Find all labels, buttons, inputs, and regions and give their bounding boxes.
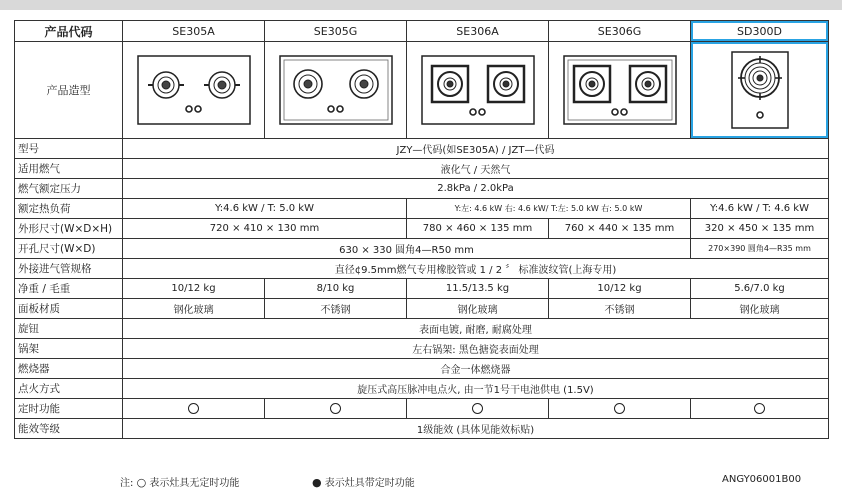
timer-symbol xyxy=(691,399,829,419)
weight-value: 11.5/13.5 kg xyxy=(407,279,549,299)
panel-value: 不锈钢 xyxy=(549,299,691,319)
row-value: 直径¢9.5mm燃气专用橡胶管或 1 / 2 〞 标准波纹管(上海专用) xyxy=(123,259,829,279)
row-value: 合金一体燃烧器 xyxy=(123,359,829,379)
row-timer xyxy=(15,399,829,419)
dimensions-se305: 720 × 410 × 130 mm xyxy=(123,219,407,239)
panel-value: 钢化玻璃 xyxy=(691,299,829,319)
product-image-sd300d xyxy=(691,42,829,139)
footnote-filled-text: 表示灶具带定时功能 xyxy=(321,478,415,489)
row-label: 定时功能 xyxy=(15,399,123,419)
row-label: 旋钮 xyxy=(15,319,123,339)
row-label: 燃烧器 xyxy=(15,359,123,379)
product-image-se305g xyxy=(265,42,407,139)
timer-symbol xyxy=(123,399,265,419)
image-row xyxy=(15,42,829,139)
model-se305g: SE305G xyxy=(265,21,407,42)
heat-load-se306: Y:左: 4.6 kW 右: 4.6 kW/ T:左: 5.0 kW 右: 5.0 kW xyxy=(407,199,691,219)
cutout-sd300d: 270×390 圆角4—R35 mm xyxy=(691,239,829,259)
hob-se306g-picture xyxy=(562,54,678,126)
row-pan-support xyxy=(15,339,829,359)
row-label: 外接进气管规格 xyxy=(15,259,123,279)
row-value: 左右锅架: 黑色搪瓷表面处理 xyxy=(123,339,829,359)
footnote-prefix: 注: xyxy=(120,478,137,489)
hob-sd300d-picture xyxy=(730,50,790,130)
row-model-no xyxy=(15,139,829,159)
row-value: 2.8kPa / 2.0kPa xyxy=(123,179,829,199)
spec-table xyxy=(14,20,829,439)
row-label: 型号 xyxy=(15,139,123,159)
row-value: 液化气 / 天然气 xyxy=(123,159,829,179)
model-se306g: SE306G xyxy=(549,21,691,42)
document-code: ANGY06001B00 xyxy=(722,474,802,485)
cutout-double: 630 × 330 圆角4—R50 mm xyxy=(123,239,691,259)
open-circle-icon: ○ xyxy=(136,476,147,489)
panel-value: 不锈钢 xyxy=(265,299,407,319)
weight-value: 8/10 kg xyxy=(265,279,407,299)
model-se305a: SE305A xyxy=(123,21,265,42)
open-circle-icon xyxy=(188,403,199,414)
row-ignition xyxy=(15,379,829,399)
header-label: 产品代码 xyxy=(15,21,123,42)
weight-value: 10/12 kg xyxy=(123,279,265,299)
open-circle-icon xyxy=(614,403,625,414)
row-pipe xyxy=(15,259,829,279)
row-label: 开孔尺寸(W×D) xyxy=(15,239,123,259)
row-gas-type xyxy=(15,159,829,179)
row-knob xyxy=(15,319,829,339)
image-row-label: 产品造型 xyxy=(15,42,123,139)
row-label: 锅架 xyxy=(15,339,123,359)
timer-symbol xyxy=(265,399,407,419)
row-value: JZY—代码(如SE305A) / JZT—代码 xyxy=(123,139,829,159)
open-circle-icon xyxy=(330,403,341,414)
panel-value: 钢化玻璃 xyxy=(407,299,549,319)
footnote-filled xyxy=(312,474,415,489)
product-image-se306a xyxy=(407,42,549,139)
timer-symbol xyxy=(407,399,549,419)
open-circle-icon xyxy=(754,403,765,414)
row-label: 额定热负荷 xyxy=(15,199,123,219)
timer-symbol xyxy=(549,399,691,419)
row-label: 净重 / 毛重 xyxy=(15,279,123,299)
row-value: 旋压式高压脉冲电点火, 由一节1号干电池供电 (1.5V) xyxy=(123,379,829,399)
row-energy xyxy=(15,419,829,439)
filled-circle-icon: ● xyxy=(312,476,322,489)
panel-value: 钢化玻璃 xyxy=(123,299,265,319)
model-se306a: SE306A xyxy=(407,21,549,42)
footnote-open-text: 表示灶具无定时功能 xyxy=(146,478,240,489)
row-dimensions xyxy=(15,219,829,239)
product-image-se305a xyxy=(123,42,265,139)
hob-se306a-picture xyxy=(420,54,536,126)
row-label: 面板材质 xyxy=(15,299,123,319)
dimensions-se306a: 780 × 460 × 135 mm xyxy=(407,219,549,239)
hob-se305g-picture xyxy=(278,54,394,126)
row-label: 适用燃气 xyxy=(15,159,123,179)
row-label: 外形尺寸(W×D×H) xyxy=(15,219,123,239)
open-circle-icon xyxy=(472,403,483,414)
row-value: 1级能效 (具体见能效标贴) xyxy=(123,419,829,439)
dimensions-sd300d: 320 × 450 × 135 mm xyxy=(691,219,829,239)
row-panel xyxy=(15,299,829,319)
weight-value: 5.6/7.0 kg xyxy=(691,279,829,299)
product-image-se306g xyxy=(549,42,691,139)
footnote-open xyxy=(120,474,239,489)
row-label: 点火方式 xyxy=(15,379,123,399)
row-weight xyxy=(15,279,829,299)
hob-se305a-picture xyxy=(136,54,252,126)
heat-load-se305: Y:4.6 kW / T: 5.0 kW xyxy=(123,199,407,219)
row-heat-load xyxy=(15,199,829,219)
model-sd300d: SD300D xyxy=(691,21,829,42)
row-burner xyxy=(15,359,829,379)
row-label: 燃气额定压力 xyxy=(15,179,123,199)
header-row xyxy=(15,21,829,42)
top-band xyxy=(0,0,842,10)
heat-load-sd300d: Y:4.6 kW / T: 4.6 kW xyxy=(691,199,829,219)
weight-value: 10/12 kg xyxy=(549,279,691,299)
row-pressure xyxy=(15,179,829,199)
row-cutout xyxy=(15,239,829,259)
row-value: 表面电镀, 耐磨, 耐腐处理 xyxy=(123,319,829,339)
row-label: 能效等级 xyxy=(15,419,123,439)
dimensions-se306g: 760 × 440 × 135 mm xyxy=(549,219,691,239)
